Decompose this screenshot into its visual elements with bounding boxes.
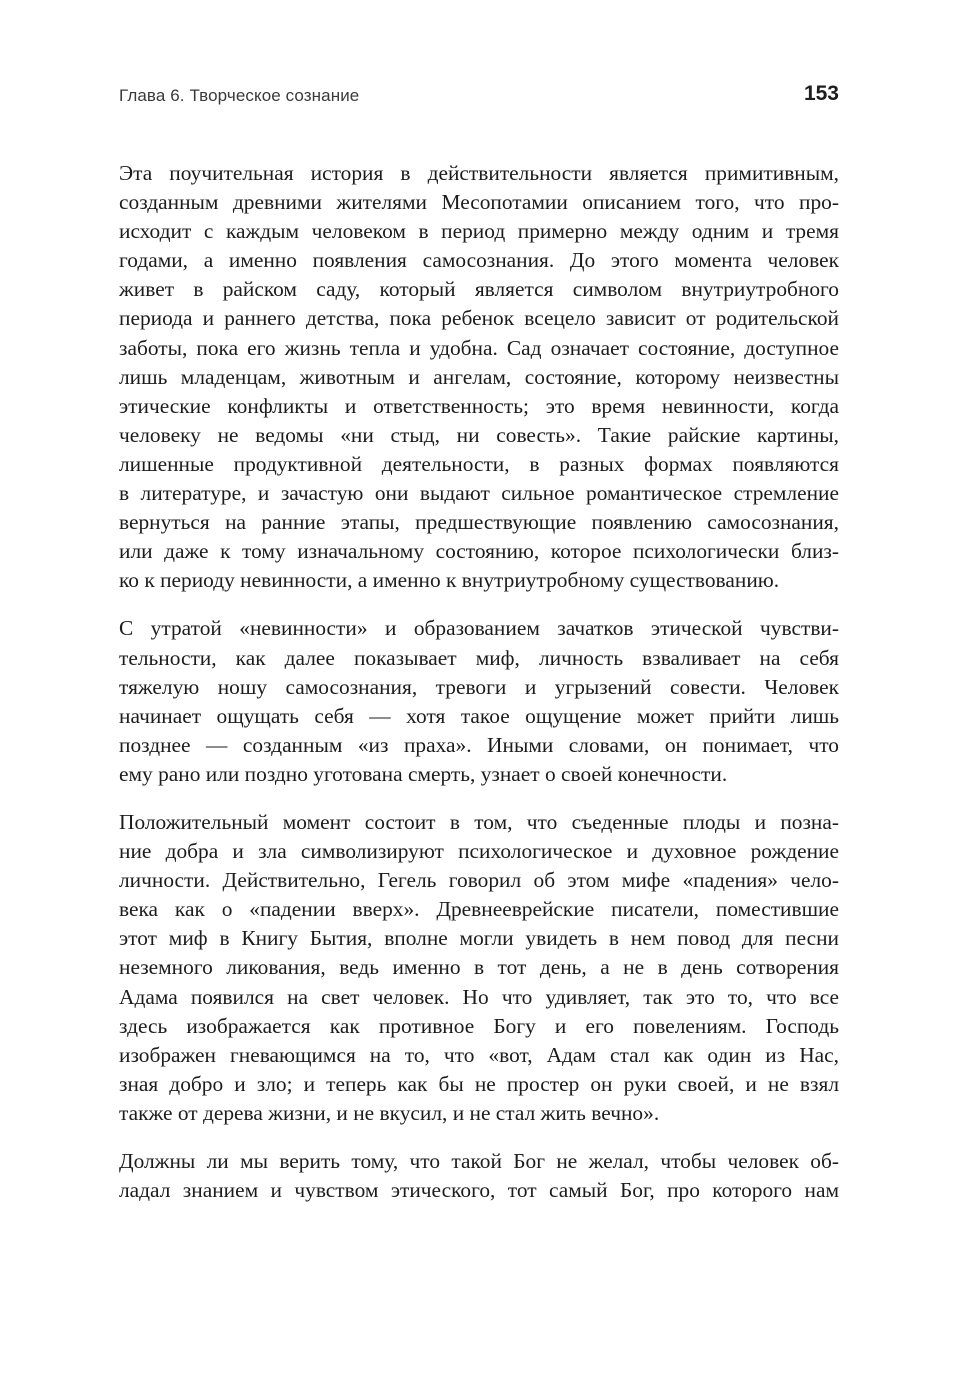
text-line: Положительный момент состоит в том, что съеденные плоды и позна- <box>119 809 839 834</box>
text-line: Эта поучительная история в действительности является примитивным, <box>119 161 839 185</box>
page-number: 153 <box>803 82 839 105</box>
text-line: созданным древними жителями Месопотамии описанием того, что про- <box>119 190 839 215</box>
paragraph-2 <box>119 614 839 789</box>
text-line: начинает ощущать себя — хотя такое ощущение может прийти лишь <box>119 703 839 728</box>
body-text <box>119 159 839 1205</box>
text-line: лишь младенцам, животным и ангелам, состояние, которому неизвестны <box>119 364 839 389</box>
text-line: годами, а именно появления самосознания. До этого момента человек <box>119 248 839 273</box>
text-line: лишенные продуктивной деятельности, в разных формах появляются <box>119 451 839 476</box>
text-line: здесь изображается как противное Богу и его повелениям. Господь <box>119 1013 839 1038</box>
text-line: позднее — созданным «из праха». Иными словами, он понимает, что <box>119 732 839 757</box>
running-head: Глава 6. Творческое сознание <box>119 86 360 105</box>
text-line: тяжелую ношу самосознания, тревоги и угрызений совести. Человек <box>119 674 839 699</box>
text-line: живет в райском саду, который является символом внутриутробного <box>119 277 839 302</box>
text-line: века как о «падении вверх». Древнееврейские писатели, поместившие <box>119 897 839 922</box>
text-line: этические конфликты и ответственность; это время невинности, когда <box>119 393 839 418</box>
text-line: зная добро и зло; и теперь как бы не простер он руки своей, и не взял <box>119 1071 839 1096</box>
text-line: периода и раннего детства, пока ребенок всецело зависит от родительской <box>119 306 839 331</box>
text-line: тельности, как далее показывает миф, личность взваливает на себя <box>119 645 839 670</box>
text-line: человеку не ведомы «ни стыд, ни совесть». Такие райские картины, <box>119 422 839 447</box>
text-line: личности. Действительно, Гегель говорил об этом мифе «падения» чело- <box>119 868 839 893</box>
paragraph-4 <box>119 1147 839 1205</box>
text-line: также от дерева жизни, и не вкусил, и не стал жить вечно». <box>119 1100 660 1125</box>
text-line: ему рано или поздно уготована смерть, узнает о своей конечности. <box>119 761 728 786</box>
text-line: заботы, пока его жизнь тепла и удобна. Сад означает состояние, доступное <box>119 335 839 360</box>
text-line: ко к периоду невинности, а именно к внутриутробному существованию. <box>119 568 780 593</box>
text-line: изображен гневающимся на то, что «вот, Адам стал как один из Нас, <box>119 1042 839 1067</box>
text-line: исходит с каждым человеком в период примерно между одним и тремя <box>119 219 839 244</box>
text-line: С утратой «невинности» и образованием зачатков этической чувстви- <box>119 616 839 641</box>
text-line: в литературе, и зачастую они выдают сильное романтическое стремление <box>119 481 839 506</box>
text-line: ладал знанием и чувством этического, тот самый Бог, про которого нам <box>119 1178 839 1203</box>
text-line: Должны ли мы верить тому, что такой Бог не желал, чтобы человек об- <box>119 1149 839 1173</box>
text-line: Адама появился на свет человек. Но что удивляет, так это то, что все <box>119 984 839 1009</box>
paragraph-1 <box>119 159 839 595</box>
text-line: вернуться на ранние этапы, предшествующие появлению самосознания, <box>119 510 839 535</box>
text-line: или даже к тому изначальному состоянию, которое психологически близ- <box>119 539 839 564</box>
text-line: ние добра и зла символизируют психологическое и духовное рождение <box>119 839 839 864</box>
text-line: этот миф в Книгу Бытия, вполне могли увидеть в нем повод для песни <box>119 926 839 951</box>
paragraph-3 <box>119 808 839 1128</box>
text-line: неземного ликования, ведь именно в тот день, а не в день сотворения <box>119 955 839 980</box>
